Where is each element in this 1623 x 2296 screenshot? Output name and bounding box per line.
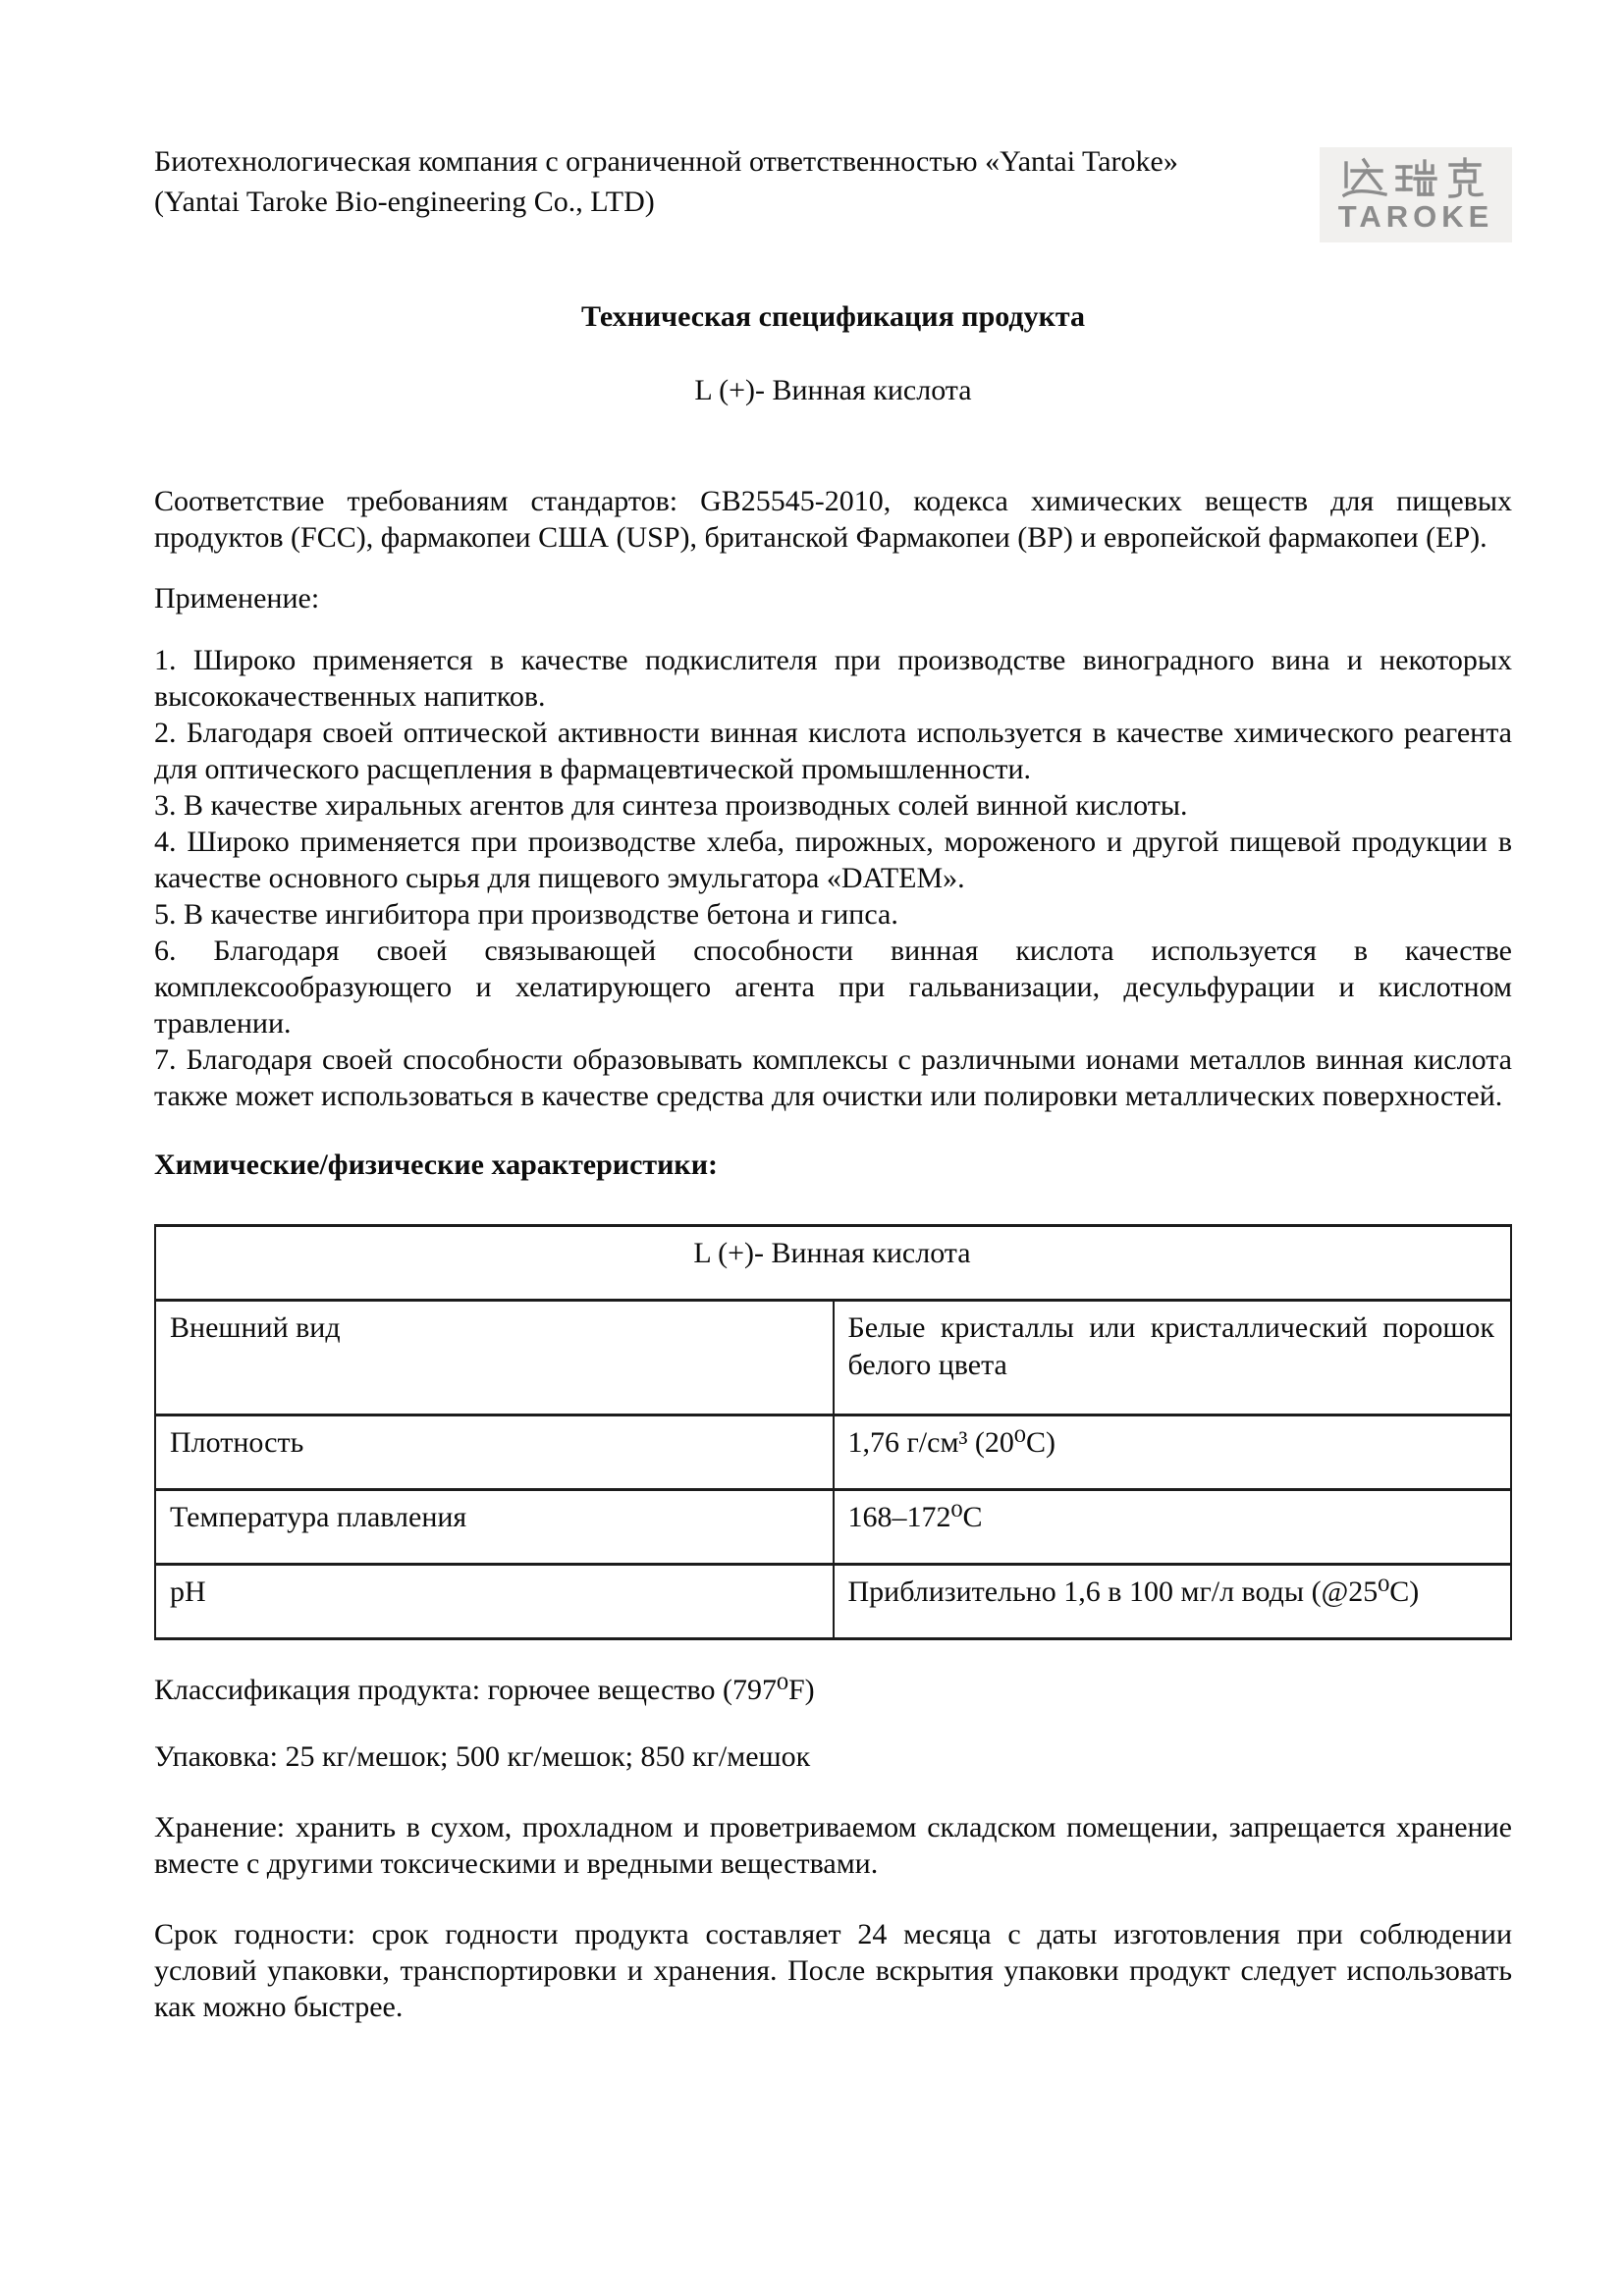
application-item-5: 5. В качестве ингибитора при производстве бетона и гипса.	[154, 898, 898, 931]
shelf-life-paragraph: Срок годности: срок годности продукта составляет 24 месяца с даты изготовления при соблюдении условий упаковки, транспортировки и хранения. После вскрытия упаковки продукт следует использовать как можно быстрее.	[154, 1918, 1512, 2023]
table-row-ph	[155, 1565, 1511, 1639]
table-row-density	[155, 1415, 1511, 1490]
compliance-paragraph: Соответствие требованиям стандартов: GB25545-2010, кодекса химических веществ для пищевых продуктов (FCC), фармакопеи США (USP), британской Фармакопеи (BP) и европейской фармакопеи (EP).	[154, 485, 1512, 554]
property-cell: Внешний вид	[155, 1301, 834, 1415]
classification-paragraph: Классификация продукта: горючее вещество (797⁰F)	[154, 1674, 815, 1706]
application-item-1: 1. Широко применяется в качестве подкислителя при производстве виноградного вина и некоторых высококачественных напитков.	[154, 644, 1512, 713]
application-item-3: 3. В качестве хиральных агентов для синтеза производных солей винной кислоты.	[154, 789, 1188, 822]
taroke-logo	[1320, 147, 1512, 242]
application-item-6: 6. Благодаря своей связывающей способности винная кислота используется в качестве комплексообразующего и хелатирующего агента при гальванизации, десульфурации и кислотном травлении.	[154, 934, 1512, 1040]
value-cell: 168–172⁰C	[834, 1490, 1512, 1565]
table-row-appearance	[155, 1301, 1511, 1415]
application-item-4: 4. Широко применяется при производстве хлеба, пирожных, мороженого и другой пищевой продукции в качестве основного сырья для пищевого эмульгатора «DATEM».	[154, 826, 1512, 894]
table-row-melting-point	[155, 1490, 1511, 1565]
company-name-ru: Биотехнологическая компания с ограниченной ответственностью «Yantai Taroke»	[154, 145, 1178, 178]
spec-table	[154, 1224, 1512, 1640]
property-cell: Плотность	[155, 1415, 834, 1490]
company-name-en: (Yantai Taroke Bio-engineering Co., LTD)	[154, 186, 655, 218]
property-cell: pH	[155, 1565, 834, 1639]
characteristics-heading: Химические/физические характеристики:	[154, 1148, 718, 1181]
storage-paragraph: Хранение: хранить в сухом, прохладном и проветриваемом складском помещении, запрещается хранение вместе с другими токсическими и вредными веществами.	[154, 1811, 1512, 1880]
packaging-paragraph: Упаковка: 25 кг/мешок; 500 кг/мешок; 850 кг/мешок	[154, 1740, 811, 1773]
logo-glyph-da	[1344, 160, 1385, 195]
document-title: Техническая спецификация продукта	[581, 300, 1085, 333]
company-name-block	[154, 143, 1298, 224]
logo-latin-text: TAROKE	[1337, 198, 1494, 234]
application-item-2: 2. Благодаря своей оптической активности винная кислота используется в качестве химического реагента для оптического расщепления в фармацевтической промышленности.	[154, 717, 1512, 785]
document-header	[154, 143, 1512, 242]
spec-table-title: L (+)- Винная кислота	[155, 1226, 1511, 1301]
value-cell: Белые кристаллы или кристаллический порошок белого цвета	[834, 1301, 1512, 1415]
property-cell: Температура плавления	[155, 1490, 834, 1565]
value-cell: 1,76 г/см³ (20⁰C)	[834, 1415, 1512, 1490]
application-item-7: 7. Благодаря своей способности образовывать комплексы с различными ионами металлов винная кислота также может использоваться в качестве средства для очистки или полировки металлических поверхностей.	[154, 1043, 1512, 1112]
logo-cjk-icon	[1342, 157, 1489, 200]
application-heading: Применение:	[154, 582, 320, 614]
spec-table-header-row	[155, 1226, 1511, 1301]
logo-glyph-rui	[1397, 161, 1435, 194]
value-cell: Приблизительно 1,6 в 100 мг/л воды (@25⁰C)	[834, 1565, 1512, 1639]
product-name-subtitle: L (+)- Винная кислота	[694, 374, 972, 406]
application-list	[154, 642, 1512, 1114]
logo-glyph-ke	[1450, 159, 1482, 196]
